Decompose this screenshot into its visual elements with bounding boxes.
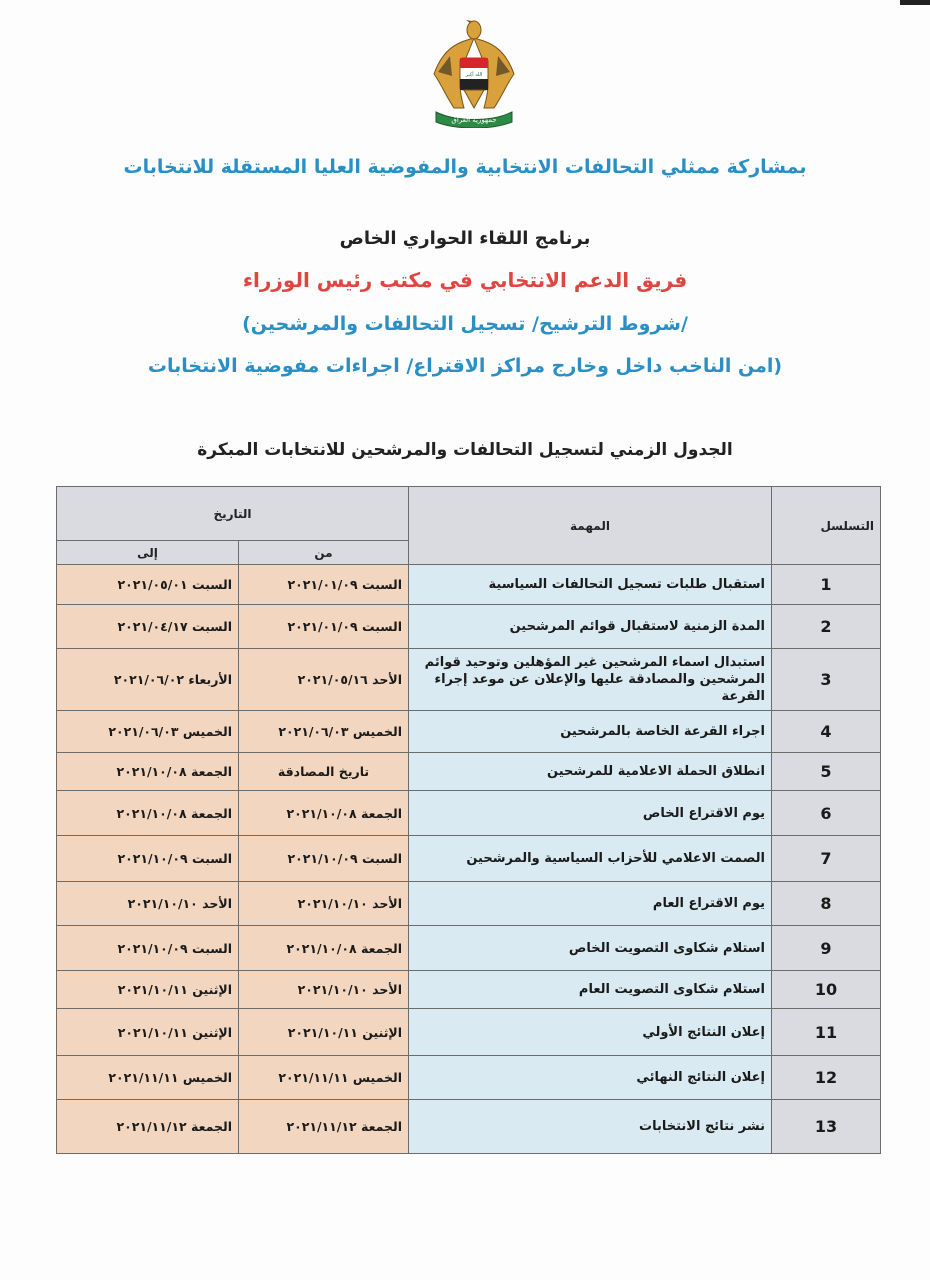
from-date-cell: الأحد ٢٠٢١/١٠/١٠ bbox=[239, 971, 409, 1009]
header-line-program: برنامج اللقاء الحواري الخاص bbox=[339, 228, 591, 249]
table-row bbox=[57, 753, 881, 791]
seq-cell: 8 bbox=[772, 882, 881, 926]
to-date-cell: الإثنين ٢٠٢١/١٠/١١ bbox=[57, 1009, 239, 1056]
header-line-participation: بمشاركة ممثلي التحالفات الانتخابية والمفوضية العليا المستقلة للانتخابات bbox=[123, 156, 807, 178]
to-date-cell: الأحد ٢٠٢١/١٠/١٠ bbox=[57, 882, 239, 926]
from-date-cell: تاريخ المصادقة bbox=[239, 753, 409, 791]
table-row bbox=[57, 605, 881, 649]
task-cell: الصمت الاعلامي للأحزاب السياسية والمرشحين bbox=[409, 836, 772, 882]
to-date-cell: الإثنين ٢٠٢١/١٠/١١ bbox=[57, 971, 239, 1009]
seq-cell: 2 bbox=[772, 605, 881, 649]
task-cell: استلام شكاوى التصويت الخاص bbox=[409, 926, 772, 971]
to-date-cell: الأربعاء ٢٠٢١/٠٦/٠٢ bbox=[57, 649, 239, 711]
task-cell: يوم الاقتراع العام bbox=[409, 882, 772, 926]
seq-cell: 1 bbox=[772, 565, 881, 605]
from-date-cell: السبت ٢٠٢١/١٠/٠٩ bbox=[239, 836, 409, 882]
header-line-topics-1: (شروط الترشيح/ تسجيل التحالفات والمرشحين/ bbox=[242, 313, 688, 335]
header-line-team: فريق الدعم الانتخابي في مكتب رئيس الوزراء bbox=[242, 268, 688, 292]
task-cell: استقبال طلبات تسجيل التحالفات السياسية bbox=[409, 565, 772, 605]
task-cell: استبدال اسماء المرشحين غير المؤهلين وتوحيد قوائم المرشحين والمصادقة عليها والإعلان عن موعد إجراء القرعة bbox=[409, 649, 772, 711]
table-row bbox=[57, 1009, 881, 1056]
table-row bbox=[57, 565, 881, 605]
seq-header: التسلسل bbox=[772, 487, 881, 565]
to-date-cell: السبت ٢٠٢١/٠٥/٠١ bbox=[57, 565, 239, 605]
table-row bbox=[57, 882, 881, 926]
to-date-cell: الخميس ٢٠٢١/٠٦/٠٣ bbox=[57, 711, 239, 753]
seq-cell: 13 bbox=[772, 1100, 881, 1154]
table-row bbox=[57, 711, 881, 753]
svg-text:الله أكبر: الله أكبر bbox=[465, 72, 483, 78]
from-date-cell: الأحد ٢٠٢١/٠٥/١٦ bbox=[239, 649, 409, 711]
from-date-cell: الجمعة ٢٠٢١/١٠/٠٨ bbox=[239, 926, 409, 971]
to-date-cell: الجمعة ٢٠٢١/١٠/٠٨ bbox=[57, 753, 239, 791]
seq-cell: 12 bbox=[772, 1056, 881, 1100]
from-date-cell: الأحد ٢٠٢١/١٠/١٠ bbox=[239, 882, 409, 926]
to-date-cell: الجمعة ٢٠٢١/١١/١٢ bbox=[57, 1100, 239, 1154]
task-cell: المدة الزمنية لاستقبال قوائم المرشحين bbox=[409, 605, 772, 649]
seq-cell: 3 bbox=[772, 649, 881, 711]
to-date-cell: السبت ٢٠٢١/٠٤/١٧ bbox=[57, 605, 239, 649]
task-cell: انطلاق الحملة الاعلامية للمرشحين bbox=[409, 753, 772, 791]
table-row bbox=[57, 971, 881, 1009]
task-cell: إعلان النتائج النهائي bbox=[409, 1056, 772, 1100]
to-date-cell: الجمعة ٢٠٢١/١٠/٠٨ bbox=[57, 791, 239, 836]
table-row bbox=[57, 1100, 881, 1154]
from-header: من bbox=[239, 541, 409, 565]
task-cell: إعلان النتائج الأولي bbox=[409, 1009, 772, 1056]
from-date-cell: السبت ٢٠٢١/٠١/٠٩ bbox=[239, 605, 409, 649]
table-row bbox=[57, 791, 881, 836]
task-cell: اجراء القرعة الخاصة بالمرشحين bbox=[409, 711, 772, 753]
seq-cell: 7 bbox=[772, 836, 881, 882]
table-row bbox=[57, 649, 881, 711]
seq-cell: 10 bbox=[772, 971, 881, 1009]
task-cell: يوم الاقتراع الخاص bbox=[409, 791, 772, 836]
from-date-cell: الإثنين ٢٠٢١/١٠/١١ bbox=[239, 1009, 409, 1056]
table-row bbox=[57, 1056, 881, 1100]
seq-cell: 11 bbox=[772, 1009, 881, 1056]
task-header: المهمة bbox=[409, 487, 772, 565]
to-date-cell: السبت ٢٠٢١/١٠/٠٩ bbox=[57, 926, 239, 971]
from-date-cell: السبت ٢٠٢١/٠١/٠٩ bbox=[239, 565, 409, 605]
table-row bbox=[57, 836, 881, 882]
from-date-cell: الخميس ٢٠٢١/١١/١١ bbox=[239, 1056, 409, 1100]
iraq-emblem-logo bbox=[430, 16, 518, 128]
from-date-cell: الخميس ٢٠٢١/٠٦/٠٣ bbox=[239, 711, 409, 753]
date-header: التاريخ bbox=[57, 487, 409, 541]
seq-cell: 9 bbox=[772, 926, 881, 971]
seq-cell: 4 bbox=[772, 711, 881, 753]
to-date-cell: السبت ٢٠٢١/١٠/٠٩ bbox=[57, 836, 239, 882]
from-date-cell: الجمعة ٢٠٢١/١١/١٢ bbox=[239, 1100, 409, 1154]
schedule-table bbox=[56, 486, 881, 1154]
emblem-ribbon-text: جمهورية العراق bbox=[451, 116, 497, 124]
from-date-cell: الجمعة ٢٠٢١/١٠/٠٨ bbox=[239, 791, 409, 836]
table-title: الجدول الزمني لتسجيل التحالفات والمرشحين للانتخابات المبكرة bbox=[197, 440, 733, 460]
seq-cell: 5 bbox=[772, 753, 881, 791]
table-row bbox=[57, 926, 881, 971]
task-cell: استلام شكاوى التصويت العام bbox=[409, 971, 772, 1009]
to-date-cell: الخميس ٢٠٢١/١١/١١ bbox=[57, 1056, 239, 1100]
task-cell: نشر نتائج الانتخابات bbox=[409, 1100, 772, 1154]
seq-cell: 6 bbox=[772, 791, 881, 836]
scan-corner-mark bbox=[900, 0, 930, 5]
to-header: إلى bbox=[57, 541, 239, 565]
header-line-topics-2: امن الناخب داخل وخارج مراكز الاقتراع/ اجراءات مفوضية الانتخابات) bbox=[147, 355, 783, 377]
